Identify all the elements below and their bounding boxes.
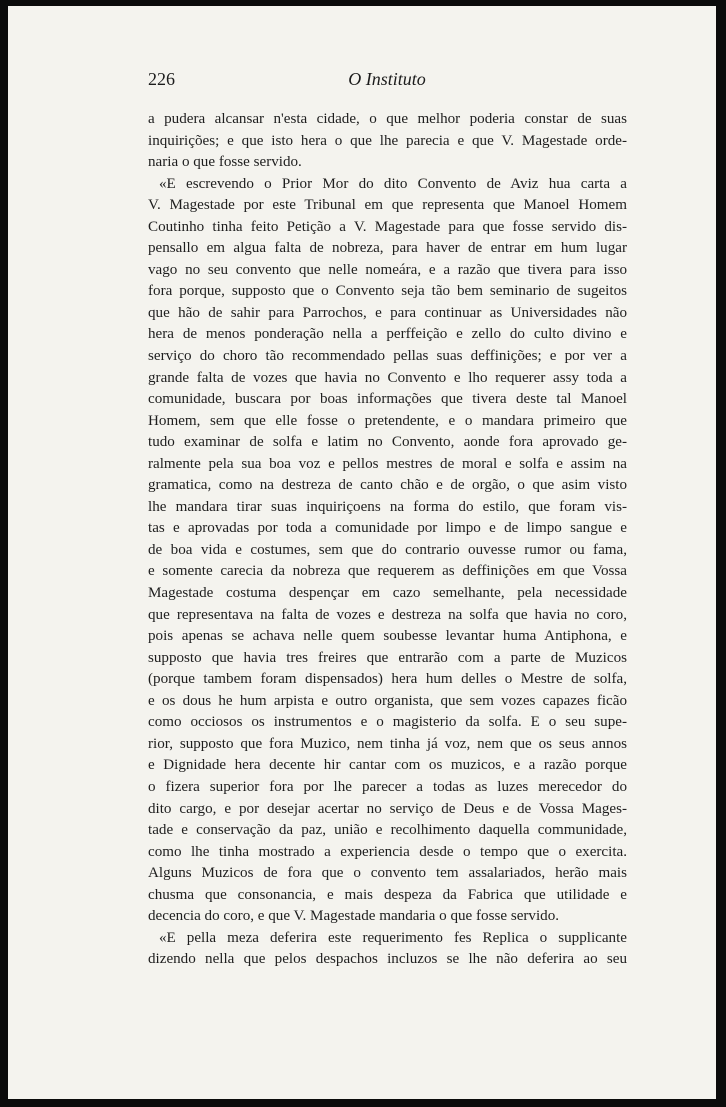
text-line: chusma que consonancia, e mais despeza da Fabrica que utilidade e (148, 886, 627, 903)
text-line: fora porque, supposto que o Convento seja tão bem seminario de sugeitos (148, 283, 627, 300)
text-line: o fizera superior fora por lhe parecer a todas as luzes merecedor do (148, 778, 627, 795)
body-text (148, 109, 627, 971)
text-line: serviço do choro tão recommendado pellas suas deffinições; e por ver a (148, 348, 627, 365)
text-line: rior, supposto que fora Muzico, nem tinha já voz, nem que os seus annos (148, 735, 627, 752)
text-line: Alguns Muzicos de fora que o convento tem assalariados, herão mais (148, 865, 627, 882)
text-line: vago no seu convento que nelle nomeára, e a razão que tivera para isso (148, 261, 627, 278)
paragraph (148, 174, 627, 928)
book-page (8, 6, 716, 1099)
text-line: Homem, sem que elle fosse o pretendente, e o mandara primeiro que (148, 412, 627, 429)
text-line: grande falta de vozes que havia no Convento e lho requerer assy toda a (148, 369, 627, 386)
text-line: «E escrevendo o Prior Mor do dito Convento de Aviz hua carta a (159, 175, 627, 192)
text-line: e os dous he hum arpista e outro organista, que sem vozes capazes ficão (148, 692, 627, 709)
text-line: comunidade, buscara por boas informações que tivera deste tal Manoel (148, 391, 627, 408)
text-line: a pudera alcansar n'esta cidade, o que melhor poderia constar de suas (148, 111, 627, 127)
text-line: que representava na falta de vozes e destreza na solfa que havia no coro, (148, 606, 627, 623)
text-line: «E pella meza deferira este requerimento fes Replica o supplicante (159, 929, 627, 946)
text-line: ralmente pela sua boa voz e pellos mestres de moral e solfa e assim na (148, 455, 627, 472)
text-line: pois apenas se achava nelle quem soubesse levantar huma Antiphona, e (148, 628, 627, 645)
text-line: e somente carecia da nobreza que requerem as deffinições em que Vossa (148, 563, 627, 580)
text-line: naria o que fosse servido. (148, 154, 302, 171)
running-title: O Instituto (348, 69, 426, 89)
text-line: como occiosos os instrumentos e o magisterio da solfa. E o seu supe- (148, 714, 627, 731)
text-line: Coutinho tinha feito Petição a V. Magestade para que fosse servido dis- (148, 218, 627, 235)
page-header (148, 69, 626, 95)
text-line: tudo examinar de solfa e latim no Convento, aonde fora aprovado ge- (148, 434, 627, 451)
text-line: tade e conservação da paz, união e recolhimento daquella communidade, (148, 822, 627, 839)
text-line: supposto que havia tres freires que entrarão com a parte de Muzicos (148, 649, 627, 666)
text-line: hera de menos ponderação nella a perffeição e zello do culto divino e (148, 326, 627, 343)
paragraph (148, 928, 627, 971)
text-line: lhe mandara tirar suas inquiriçoens na forma do estilo, que foram vis- (148, 498, 627, 515)
text-line: inquirições; e que isto hera o que lhe parecia e que V. Magestade orde- (148, 132, 627, 149)
text-line: gramatica, como na destreza de canto chão e de orgão, o que asim visto (148, 477, 627, 494)
text-line: decencia do coro, e que V. Magestade mandaria o que fosse servido. (148, 908, 560, 925)
text-line: que hão de sahir para Parrochos, e para continuar as Universidades não (148, 304, 627, 321)
text-line: de boa vida e costumes, sem que do contrario ouvesse rumor ou fama, (148, 541, 627, 558)
text-line: como lhe tinha mostrado a experiencia desde o tempo que o exercita. (148, 843, 627, 860)
paragraph (148, 109, 627, 174)
text-line: pensallo em algua falta de nobreza, para haver de entrar em hum lugar (148, 240, 627, 257)
text-line: Magestade costuma despençar em cazo semelhante, pela necessidade (148, 585, 627, 602)
text-line: dito cargo, e por desejar acertar no serviço de Deus e de Vossa Mages- (148, 800, 627, 817)
text-line: tas e aprovadas por toda a comunidade por limpo e de limpo sangue e (148, 520, 627, 537)
text-line: dizendo nella que pelos despachos incluzos se lhe não deferira ao seu (148, 951, 627, 968)
text-line: (porque tambem foram dispensados) hera hum delles o Mestre de solfa, (148, 671, 627, 688)
page-number: 226 (148, 69, 175, 89)
text-line: e Dignidade hera decente hir cantar com os muzicos, e a razão porque (148, 757, 627, 774)
text-line: V. Magestade por este Tribunal em que representa que Manoel Homem (148, 197, 627, 214)
